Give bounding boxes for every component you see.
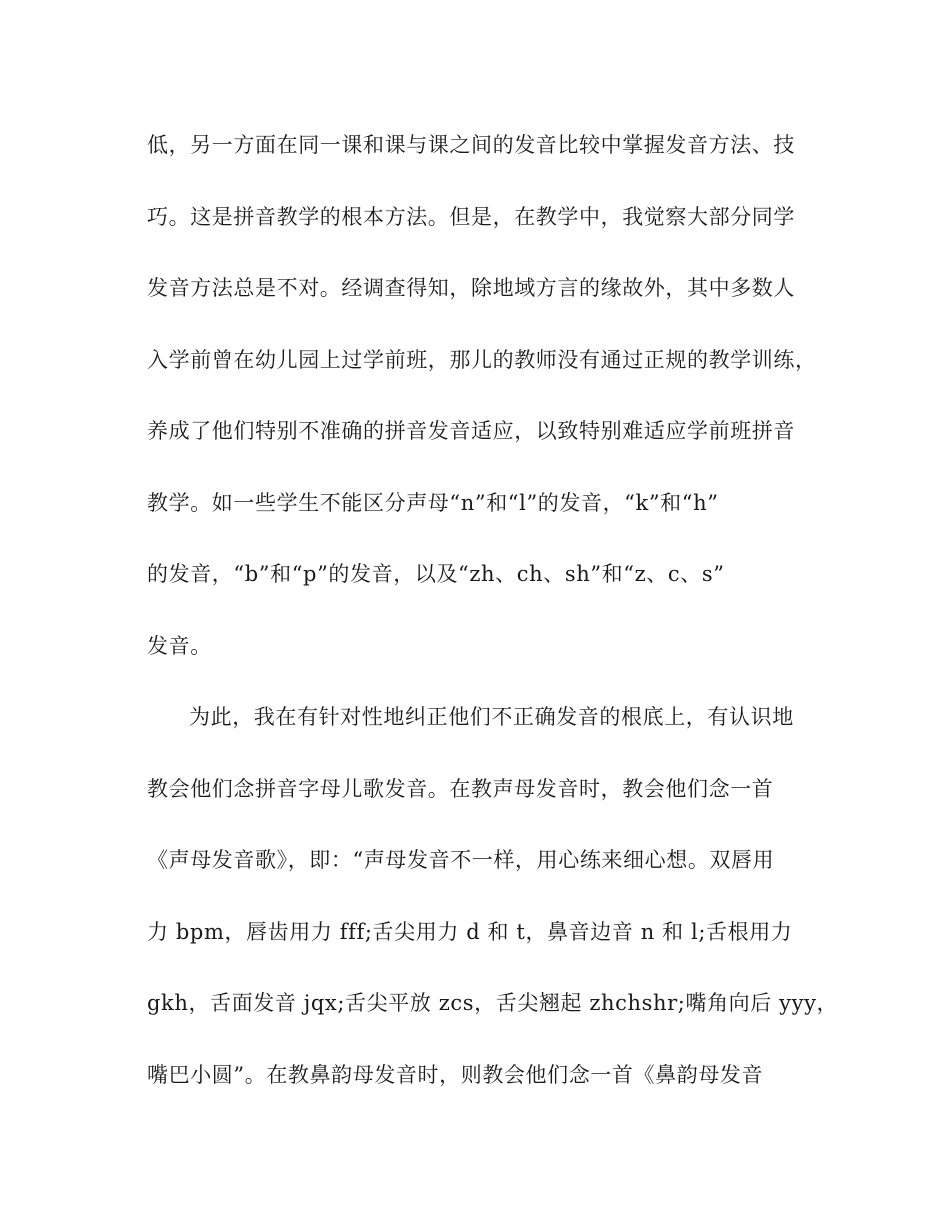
- text-line-13: gkh，舌面发音 jqx;舌尖平放 zcs，舌尖翘起 zhchshr;嘴角向后 yyy，: [147, 991, 839, 1015]
- text-line-4: 入学前曾在幼儿园上过学前班，那儿的教师没有通过正规的教学训练，: [147, 348, 817, 372]
- text-line-11: 《声母发音歌》，即：“声母发音不一样，用心练来细心想。双唇用: [147, 848, 775, 872]
- text-line-7: 的发音，“b”和“p”的发音，以及“zh、ch、sh”和“z、c、s”: [147, 562, 725, 586]
- text-line-5: 养成了他们特别不准确的拼音发音适应，以致特别难适应学前班拼音: [147, 419, 795, 443]
- text-line-8: 发音。: [147, 634, 212, 658]
- text-line-6: 教学。如一些学生不能区分声母“n”和“l”的发音，“k”和“h”: [147, 491, 719, 515]
- text-line-2: 巧。这是拼音教学的根本方法。但是，在教学中，我觉察大部分同学: [147, 205, 795, 229]
- text-line-10: 教会他们念拼音字母儿歌发音。在教声母发音时，教会他们念一首: [147, 777, 774, 801]
- text-line-1: 低，另一方面在同一课和课与课之间的发音比较中掌握发音方法、技: [147, 133, 795, 157]
- text-line-14: 嘴巴小圆”。在教鼻韵母发音时，则教会他们念一首《鼻韵母发音: [147, 1063, 764, 1087]
- text-line-12: 力 bpm，唇齿用力 fff;舌尖用力 d 和 t，鼻音边音 n 和 l;舌根用力: [147, 920, 793, 944]
- text-line-3: 发音方法总是不对。经调查得知，除地域方言的缘故外，其中多数人: [147, 276, 795, 300]
- paragraph-start-line: 为此，我在有针对性地纠正他们不正确发音的根底上，有认识地: [189, 705, 794, 729]
